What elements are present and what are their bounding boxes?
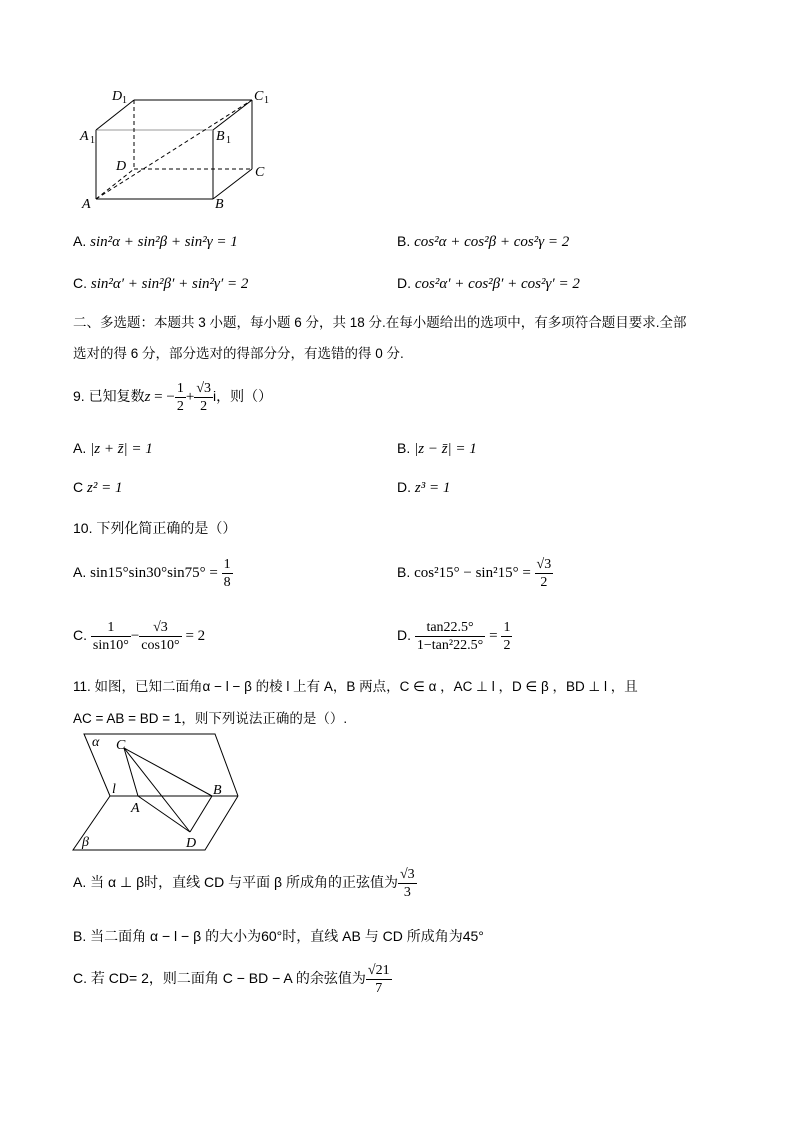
q10-c-fraction-1 <box>91 619 131 654</box>
q11-option-c <box>73 962 392 997</box>
option-expr: |z − z̄| = 1 <box>414 441 477 457</box>
q11-option-b: B. 当二面角 α − l − β 的大小为60°时，直线 AB 与 CD 所成角为45° <box>73 928 484 944</box>
label-c1-sub: 1 <box>264 95 269 106</box>
option-expr: sin²α′ + sin²β′ + sin²γ′ = 2 <box>90 276 249 292</box>
option-label: A. <box>73 440 87 456</box>
minus-sign: − <box>130 628 140 645</box>
fraction-num: 1 <box>91 619 131 637</box>
q9-fraction-half <box>175 380 186 415</box>
q9-option-d <box>397 479 450 497</box>
option-label: B. <box>397 564 411 581</box>
option-label: C <box>73 479 84 495</box>
label-b: B <box>215 197 224 212</box>
q11-c-fraction <box>366 962 392 997</box>
label-a: A <box>131 801 140 816</box>
question-11-stem-2: AC = AB = BD = 1，则下列说法正确的是（）. <box>73 711 348 726</box>
option-label: A. <box>73 564 87 581</box>
q9-half-num: 1 <box>176 381 184 396</box>
label-l: l <box>112 782 116 797</box>
fraction-den: sin10° <box>92 638 129 653</box>
fraction-den: 2 <box>540 575 548 590</box>
q10-option-b <box>397 556 553 591</box>
q11-option-a <box>73 866 417 901</box>
dihedral-figure <box>70 730 245 855</box>
option-label: D. <box>397 479 411 495</box>
q10-option-a <box>73 556 233 591</box>
label-b: B <box>213 783 222 798</box>
label-beta: β <box>82 835 89 850</box>
fraction-den: 8 <box>223 575 231 590</box>
fraction-num: √3 <box>536 557 552 572</box>
option-expr: cos²α + cos²β + cos²γ = 2 <box>414 234 570 250</box>
label-c: C <box>255 165 265 180</box>
fraction-den: 3 <box>403 885 411 900</box>
equals-value: = 2 <box>185 628 206 645</box>
fraction-den: 2 <box>503 638 511 653</box>
option-text: C. 若 CD= 2，则二面角 C − BD − A 的余弦值为 <box>73 970 366 987</box>
q10-option-d <box>397 619 512 654</box>
q10-c-fraction-2 <box>139 619 181 654</box>
label-a1-sub: 1 <box>90 135 95 146</box>
label-a: A <box>82 197 91 212</box>
label-a1: A <box>80 129 89 144</box>
fraction-den: 1−tan²22.5° <box>416 638 484 653</box>
option-d-prev <box>397 275 580 293</box>
option-c-prev <box>73 275 248 293</box>
option-b-prev <box>397 233 569 251</box>
q9-suffix: i，则（） <box>213 388 273 405</box>
option-label: B. <box>397 440 411 456</box>
label-b1-sub: 1 <box>226 135 231 146</box>
equals-sign: = <box>489 628 498 645</box>
q10-b-fraction <box>535 556 554 591</box>
option-a-prev <box>73 233 238 251</box>
option-expr: |z + z̄| = 1 <box>90 441 153 457</box>
option-expr: sin²α + sin²β + sin²γ = 1 <box>90 234 238 250</box>
fraction-num: 1 <box>223 557 231 572</box>
option-text: A. 当 α ⊥ β时，直线 CD 与平面 β 所成角的正弦值为 <box>73 874 398 891</box>
label-d: D <box>116 159 127 174</box>
label-alpha: α <box>92 735 100 750</box>
fraction-num: √3 <box>139 619 181 637</box>
q9-option-c <box>73 479 122 497</box>
option-expr: cos²15° − sin²15° = <box>414 565 535 582</box>
q9-root3: √3 <box>196 381 211 396</box>
section-2-line-1: 二、多选题：本题共 3 小题，每小题 6 分，共 18 分.在每小题给出的选项中，有多项符合题目要求.全部 <box>73 315 687 330</box>
q9-den2: 2 <box>200 399 208 414</box>
question-11-stem-1: 11. 如图，已知二面角α − l − β 的棱 l 上有 A，B 两点，C ∈ α ，AC ⊥ l ，D ∈ β ，BD ⊥ l ，且 <box>73 679 638 694</box>
fraction-num: √21 <box>367 963 390 978</box>
question-9-stem <box>73 380 272 415</box>
q9-fraction-root3 <box>194 380 213 415</box>
option-expr: z³ = 1 <box>414 480 451 496</box>
label-d1-sub: 1 <box>122 95 127 106</box>
q9-z: z <box>144 389 151 406</box>
q10-option-c <box>73 619 205 654</box>
label-c1: C <box>254 89 264 104</box>
label-b1: B <box>216 129 225 144</box>
question-10-stem: 10. 下列化简正确的是（） <box>73 520 237 536</box>
option-label: C. <box>73 275 87 291</box>
q10-d-fraction-2 <box>501 619 512 654</box>
q11-a-fraction <box>398 866 417 901</box>
q9-plus: + <box>185 389 195 406</box>
q9-prefix: 9. 已知复数 <box>73 388 145 405</box>
option-label: D. <box>397 275 411 291</box>
fraction-num: 1 <box>503 620 511 635</box>
label-d: D <box>186 836 197 851</box>
q9-eq: = − <box>150 389 175 406</box>
option-expr: sin15°sin30°sin75° = <box>90 565 222 582</box>
cuboid-figure <box>74 82 284 217</box>
fraction-den: 7 <box>375 981 383 996</box>
label-c: C <box>116 738 126 753</box>
option-expr: cos²α′ + cos²β′ + cos²γ′ = 2 <box>414 276 580 292</box>
fraction-den: cos10° <box>141 638 180 653</box>
fraction-num: tan22.5° <box>415 619 485 637</box>
section-2-line-2: 选对的得 6 分，部分选对的得部分分，有选错的得 0 分. <box>73 346 404 361</box>
option-label: B. <box>397 233 411 249</box>
option-label: D. <box>397 627 411 644</box>
option-expr: z² = 1 <box>87 480 123 496</box>
q10-d-fraction-1 <box>415 619 485 654</box>
label-d1: D <box>112 89 123 104</box>
q9-option-a <box>73 440 153 458</box>
fraction-num: √3 <box>399 867 415 882</box>
q9-option-b <box>397 440 477 458</box>
option-label: C. <box>73 627 87 644</box>
q10-a-fraction <box>222 556 233 591</box>
q9-half-den: 2 <box>176 399 184 414</box>
option-label: A. <box>73 233 87 249</box>
